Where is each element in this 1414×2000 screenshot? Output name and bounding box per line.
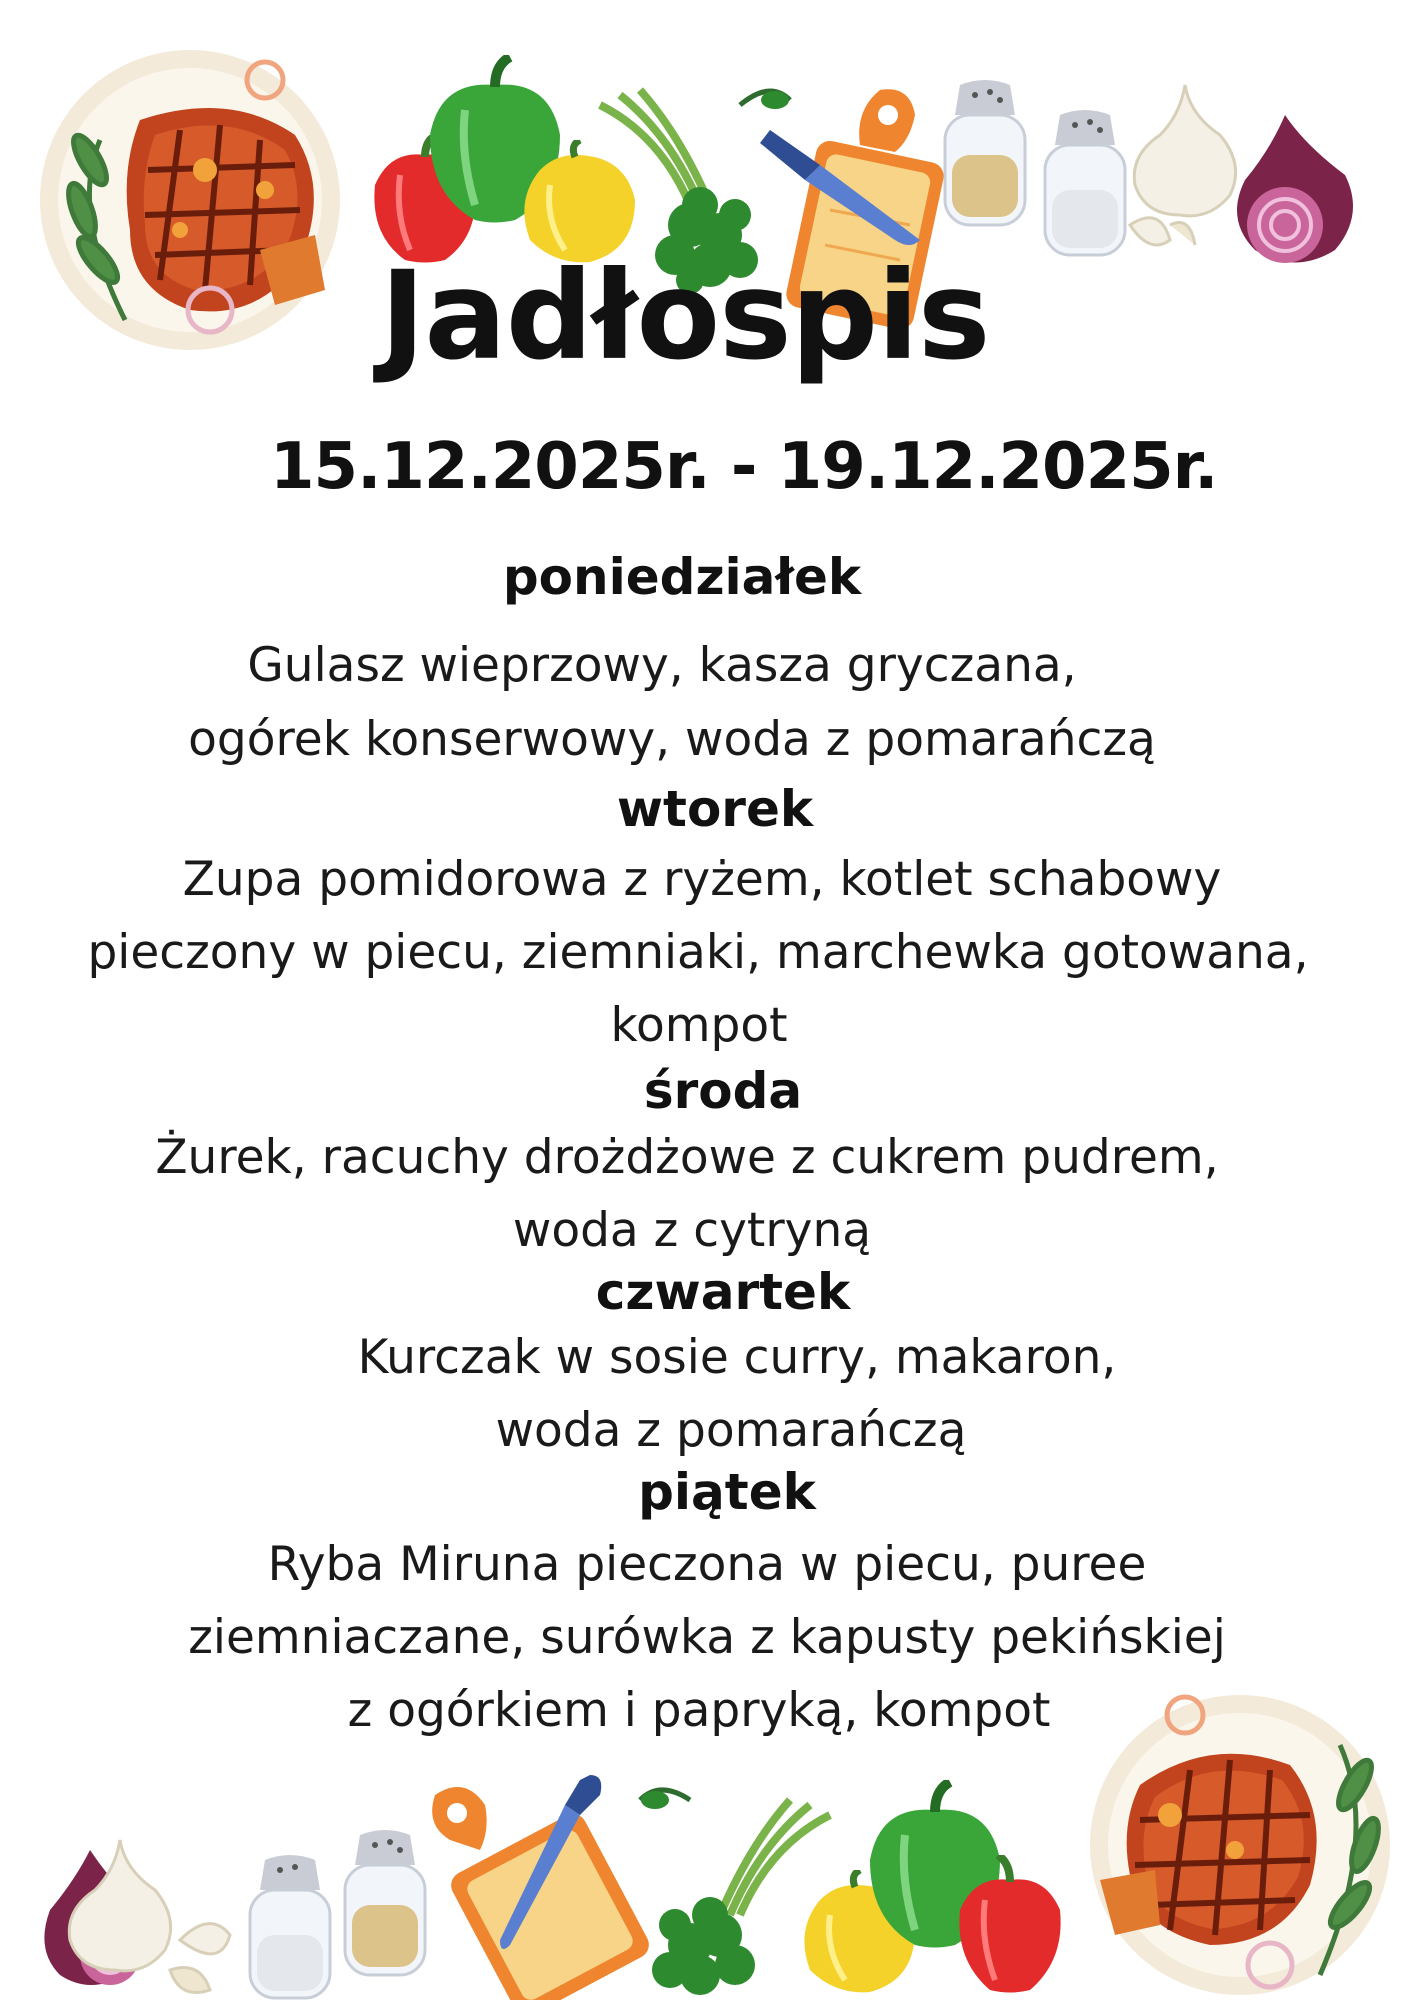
- day-heading-thursday: czwartek: [595, 1263, 851, 1321]
- pepper-shaker-icon: [930, 80, 1040, 230]
- menu-line: Kurczak w sosie curry, makaron,: [357, 1330, 1117, 1385]
- menu-line: kompot: [610, 998, 788, 1053]
- salt-shaker-icon: [235, 1855, 345, 2000]
- steak-plate-icon: [30, 50, 360, 350]
- day-heading-monday: poniedziałek: [502, 548, 862, 606]
- menu-line: woda z cytryną: [512, 1203, 872, 1258]
- knife-icon: [480, 1770, 620, 1960]
- day-heading-wednesday: środa: [643, 1062, 803, 1120]
- red-pepper-icon: [950, 1855, 1070, 1995]
- menu-line: Zupa pomidorowa z ryżem, kotlet schabowy: [182, 852, 1222, 907]
- menu-line: Żurek, racuchy drożdżowe z cukrem pudrem,: [155, 1130, 1219, 1185]
- knife-icon: [760, 125, 930, 255]
- day-heading-tuesday: wtorek: [616, 780, 814, 838]
- garlic-icon: [60, 1830, 240, 2000]
- menu-line: Gulasz wieprzowy, kasza gryczana,: [247, 638, 1077, 693]
- menu-line: ogórek konserwowy, woda z pomarańczą: [188, 712, 1156, 767]
- menu-line: Ryba Miruna pieczona w piecu, puree: [267, 1537, 1147, 1592]
- steak-plate-icon: [1060, 1685, 1400, 1995]
- menu-line: pieczony w piecu, ziemniaki, marchewka gotowana,: [87, 925, 1309, 980]
- menu-line: z ogórkiem i papryką, kompot: [347, 1683, 1051, 1738]
- date-range: 15.12.2025r. - 19.12.2025r.: [270, 430, 1218, 504]
- page-title: Jadłospis: [380, 245, 990, 387]
- red-onion-icon: [1215, 105, 1375, 270]
- menu-line: ziemniaczane, surówka z kapusty pekińskiej: [188, 1610, 1226, 1665]
- menu-line: woda z pomarańczą: [495, 1403, 967, 1458]
- day-heading-friday: piątek: [638, 1463, 816, 1521]
